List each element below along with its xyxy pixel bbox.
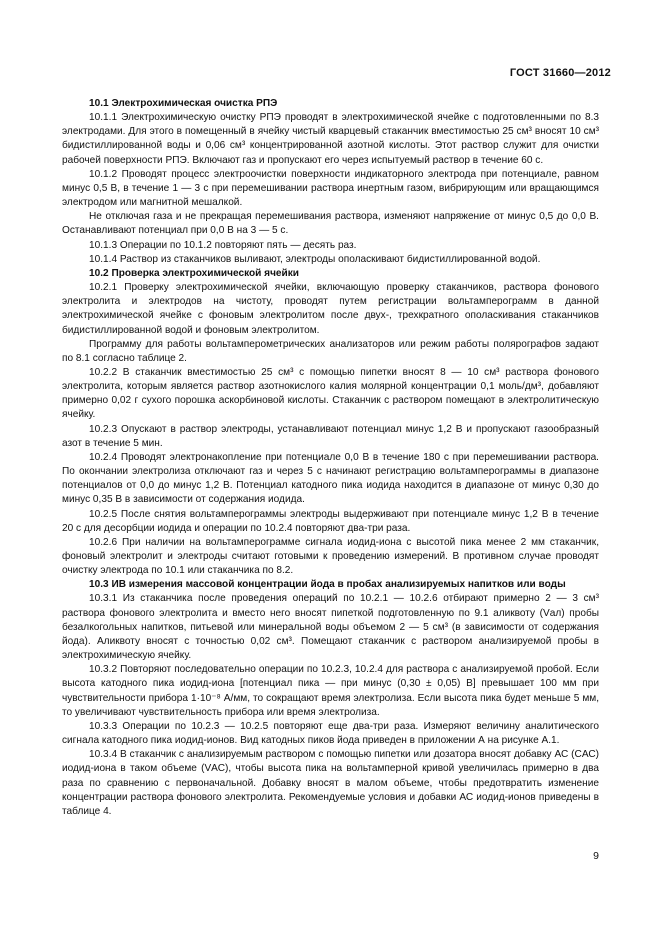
section-heading: 10.3 ИВ измерения массовой концентрации йода в пробах анализируемых напитков или воды [89,579,566,591]
paragraph: 10.3.2 Повторяют последовательно операции по 10.2.3, 10.2.4 для раствора с анализируемой пробой. Если высота катодного пика иодид-иона [потенциал пика — при минус (0,30 ± 0,05) В] превышает 100 мм при чувствительности прибора 1·10⁻⁸ А/мм, то сокращают время электролиза. Если высота пика будет меньше 5 мм, то увеличивают чувствительность прибора или время электролиза. [62,664,599,718]
paragraph: 10.3.1 Из стаканчика после проведения операций по 10.2.1 — 10.2.6 отбирают примерно 2 — 3 см³ раствора фонового электролита и вместо него вносят пипеткой подготовленную по 9.1 аликвоту (Vал) пробы безалкогольных напитков, питьевой или минеральной воды объемом 2 — 5 см³ (в зависимости от содержания йода). Аликвоту вносят с точностью 0,02 см³. Помещают стаканчик с раствором анализируемой пробы в электрохимическую ячейку. [62,593,599,662]
paragraph: Не отключая газа и не прекращая перемешивания раствора, изменяют напряжение от минус 0,5 до 0,0 В. Останавливают потенциал при 0,0 В на 3 — 5 с. [62,211,599,237]
paragraph: 10.2.6 При наличии на вольтамперограмме сигнала иодид-иона с высотой пика менее 2 мм стаканчик, фоновый электролит и электроды считают готовыми к проведению измерений. В противном случае проводят очистку электрода по 10.1 или стаканчика по 8.2. [62,536,599,577]
document-body [62,97,599,819]
paragraph: Программу для работы вольтамперометрических анализаторов или режим работы полярографов задают по 8.1 согласно таблице 2. [62,338,599,364]
paragraph: 10.2.1 Проверку электрохимической ячейки, включающую проверку стаканчиков, раствора фонового электролита и электродов на чистоту, проводят путем регистрации вольтамперограмм в данной электрохимической ячейке с фоновым электролитом после двух-, трехкратного ополаскивания стаканчиков бидистиллированной водой и фоновым электролитом. [62,282,599,336]
paragraph: 10.3.3 Операции по 10.2.3 — 10.2.5 повторяют еще два-три раза. Измеряют величину аналитического сигнала катодного пика иодид-ионов. Вид катодных пиков йода приведен в приложении А на рисунке А.1. [62,720,599,747]
section-heading: 10.1 Электрохимическая очистка РПЭ [89,98,278,109]
page-number: 9 [593,850,599,862]
paragraph: 10.1.4 Раствор из стаканчиков выливают, электроды ополаскивают бидистиллированной водой. [89,253,541,265]
document-header: ГОСТ 31660—2012 [509,67,611,79]
paragraph: 10.2.5 После снятия вольтамперограммы электроды выдерживают при потенциале минус 1,2 В в течение 20 с для десорбции иодида и операции по 10.2.4 повторяют два-три раза. [62,508,599,534]
paragraph: 10.1.2 Проводят процесс электроочистки поверхности индикаторного электрода при потенциале, равном минус 0,5 В, в течение 1 — 3 с при перемешивании раствора инертным газом, вибрирующим или вращающимся электродом или магнитной мешалкой. [62,168,599,209]
paragraph: 10.3.4 В стаканчик с анализируемым раствором с помощью пипетки или дозатора вносят добавку АС (CАС) иодид-иона в таком объеме (VАС), чтобы высота пика на вольтамперной кривой увеличилась примерно в два раза по сравнению с первоначальной. Добавку вносят в малом объеме, чтобы предотвратить изменение концентрации раствора фонового электролита. Рекомендуемые условия и добавки АС иодид-ионов приведены в таблице 4. [62,749,599,817]
paragraph: 10.2.3 Опускают в раствор электроды, устанавливают потенциал минус 1,2 В и пропускают газообразный азот в течение 5 мин. [62,423,599,449]
section-heading: 10.2 Проверка электрохимической ячейки [89,267,300,279]
paragraph: 10.1.1 Электрохимическую очистку РПЭ проводят в электрохимической ячейке с подготовленными по 8.3 электродами. Для этого в помещенный в ячейку чистый кварцевый стаканчик вместимостью 25 см³ вносят 10 см³ бидистиллированной воды и 0,06 см³ концентрированной азотной кислоты. Этот раствор служит для очистки рабочей поверхности РПЭ. Включают газ и пропускают его через испытуемый раствор в течение 60 с. [62,112,599,166]
paragraph: 10.1.3 Операции по 10.1.2 повторяют пять — десять раз. [89,239,357,251]
paragraph: 10.2.4 Проводят электронакопление при потенциале 0,0 В в течение 180 с при перемешивании раствора. По окончании электролиза отключают газ и через 5 с начинают регистрацию вольтамперограммы в диапазоне потенциалов от 0,0 до минус 1,2 В. Потенциал катодного пика иодида находится в диапазоне от минус 0,30 до минус 0,35 В в зависимости от содержания иодида. [62,451,599,506]
paragraph: 10.2.2 В стаканчик вместимостью 25 см³ с помощью пипетки вносят 8 — 10 см³ раствора фонового электролита, которым является раствор азотнокислого калия молярной концентрации 0,1 моль/дм³, добавляют примерно 0,02 г сухого порошка аскорбиновой кислоты. Стаканчик с раствором помещают в электролитическую ячейку. [62,366,599,421]
